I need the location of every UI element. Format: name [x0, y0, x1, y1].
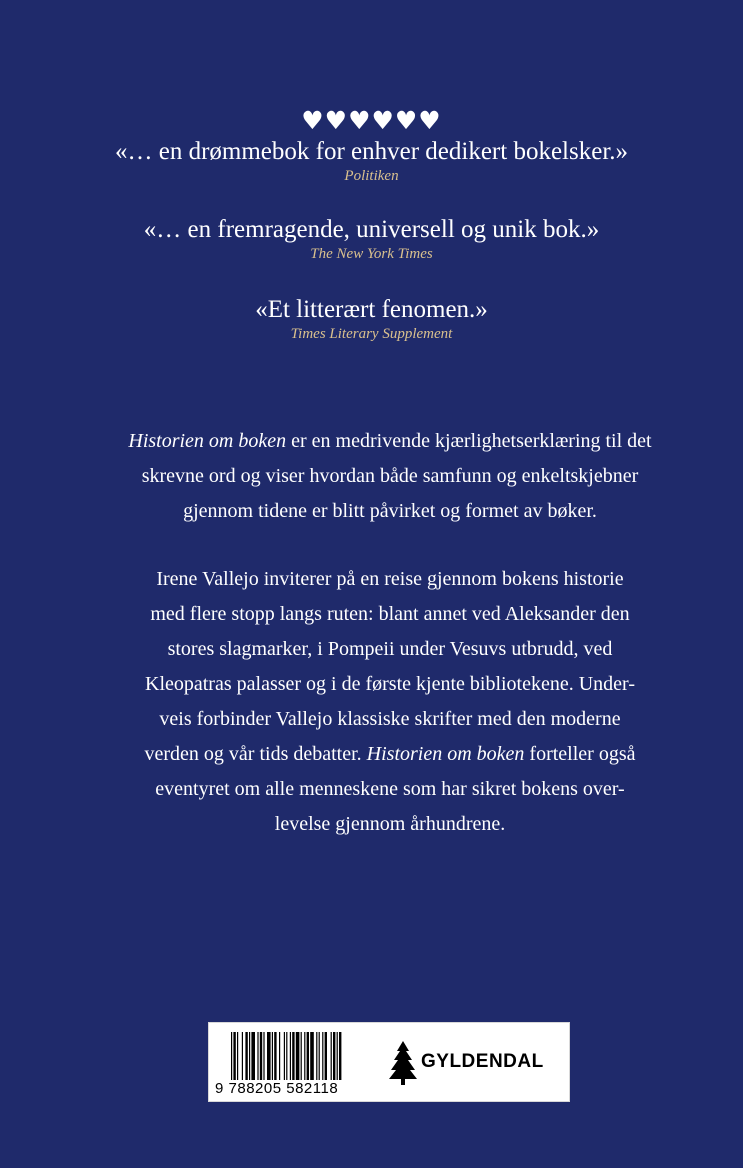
quote-text: «… en drømmebok for enhver dedikert bokelsker.» [114, 138, 629, 165]
barcode-bar [310, 1032, 314, 1080]
blurb-line: stores slagmarker, i Pompeii under Vesuvs utbrudd, ved [167, 638, 613, 660]
barcode-bar [279, 1032, 280, 1080]
barcode-bar [274, 1032, 276, 1080]
barcode-bar [231, 1032, 232, 1080]
blurb-paragraph-2 [120, 562, 660, 842]
barcode-bar [304, 1032, 305, 1080]
barcode-bar [233, 1032, 235, 1080]
isbn-number: 9 788205 582118 [215, 1080, 339, 1097]
barcode [231, 1032, 381, 1080]
blurb-text: er en medrivende kjærlighetserklæring til det [286, 430, 652, 452]
blurb-line: levelse gjennom århundrene. [274, 813, 506, 835]
quote-source: The New York Times [310, 246, 433, 262]
blurb-text: forteller også [524, 743, 636, 765]
barcode-bar [322, 1032, 323, 1080]
barcode-bar [286, 1032, 287, 1080]
barcode-bar [249, 1032, 250, 1080]
barcode-bar [251, 1032, 255, 1080]
barcode-bar [319, 1032, 320, 1080]
blurb-line: eventyret om alle menneskene som har sikret bokens over- [155, 778, 625, 800]
book-title: Historien om boken [366, 743, 525, 765]
barcode-bar [242, 1032, 243, 1080]
blurb-text: verden og vår tids debatter. [144, 743, 367, 765]
barcode-bar [260, 1032, 262, 1080]
quote-2 [0, 215, 743, 263]
barcode-bar [257, 1032, 258, 1080]
barcode-bar [339, 1032, 341, 1080]
blurb-line: gjennom tidene er blitt påvirket og formet av bøker. [183, 500, 597, 522]
blurb-line [120, 737, 660, 772]
rating-hearts: ♥♥♥♥♥♥ [301, 106, 442, 135]
barcode-bar [337, 1032, 338, 1080]
blurb-line [120, 424, 660, 459]
barcode-bar [284, 1032, 285, 1080]
barcode-bar [263, 1032, 264, 1080]
blurb-line: med flere stopp langs ruten: blant annet ved Aleksander den [150, 603, 630, 625]
barcode-bar [245, 1032, 247, 1080]
barcode-bar [333, 1032, 335, 1080]
barcode-bar [325, 1032, 327, 1080]
blurb-paragraph-1 [120, 424, 660, 529]
blurb-line: skrevne ord og viser hvordan både samfunn og enkeltskjebner [141, 465, 639, 487]
barcode-bar [272, 1032, 273, 1080]
quote-text: «Et litterært fenomen.» [255, 296, 488, 323]
barcode-bar [296, 1032, 300, 1080]
barcode-bar [316, 1032, 317, 1080]
blurb-line: Irene Vallejo inviterer på en reise gjennom bokens historie [156, 568, 624, 590]
barcode-bar [292, 1032, 294, 1080]
barcode-bar [267, 1032, 271, 1080]
blurb-line: veis forbinder Vallejo klassiske skrifter med den moderne [159, 708, 621, 730]
barcode-label [208, 1022, 570, 1102]
book-title: Historien om boken [128, 430, 287, 452]
barcode-bar [331, 1032, 332, 1080]
barcode-bar [307, 1032, 309, 1080]
quote-1 [0, 137, 743, 185]
quote-source: Politiken [344, 168, 399, 184]
barcode-bar [237, 1032, 238, 1080]
quote-3 [0, 295, 743, 343]
publisher-name: GYLDENDAL [421, 1051, 544, 1072]
quote-source: Times Literary Supplement [290, 326, 453, 342]
fir-tree-icon [389, 1039, 417, 1085]
blurb-line: Kleopatras palasser og i de første kjente bibliotekene. Under- [145, 673, 635, 695]
barcode-bar [301, 1032, 302, 1080]
barcode-bar [290, 1032, 291, 1080]
quote-text: «… en fremragende, universell og unik bok.» [143, 216, 600, 243]
